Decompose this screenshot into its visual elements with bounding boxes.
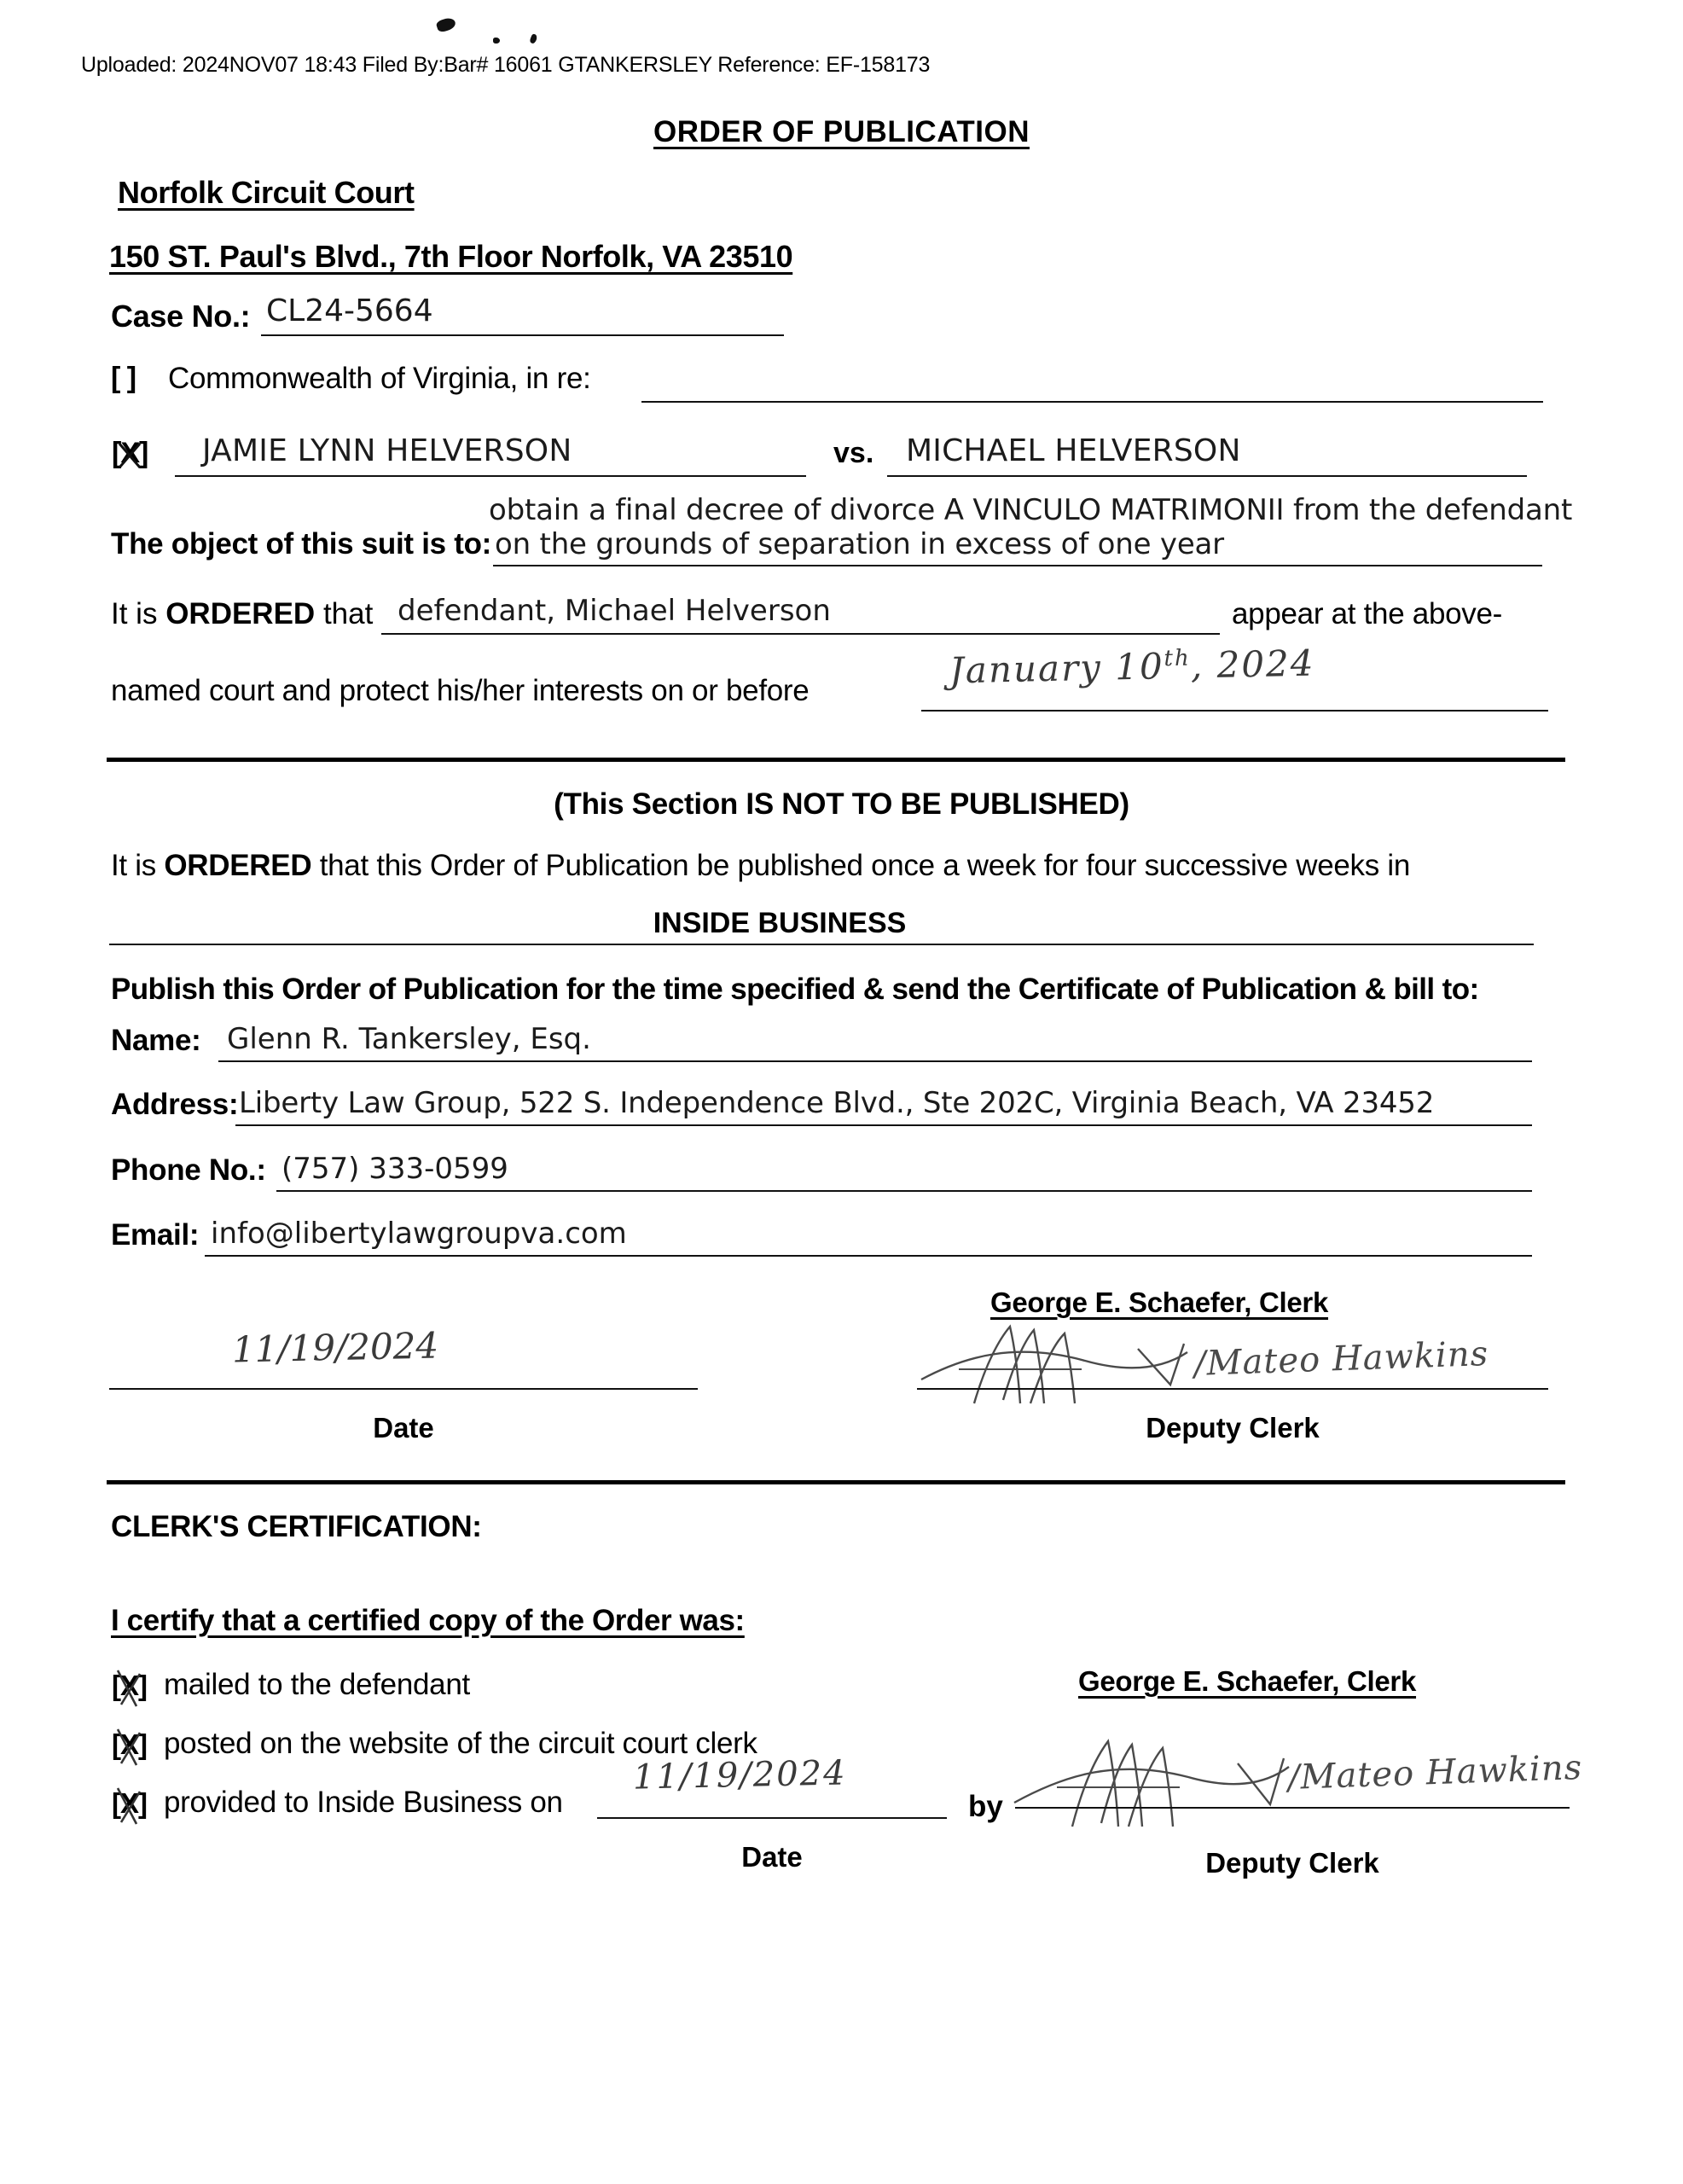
appear-date-rule — [921, 710, 1548, 712]
contact-address-rule — [235, 1124, 1532, 1126]
certification-certify-line: I certify that a certified copy of the Order was: — [111, 1604, 745, 1637]
publication-name-rule — [109, 944, 1534, 945]
contact-email-rule — [205, 1255, 1532, 1257]
scan-artifact-smudge-2 — [493, 38, 500, 44]
deputy-clerk-signature-rule — [917, 1388, 1548, 1390]
parties-checkbox-mark-icon — [109, 433, 150, 474]
plaintiff-name[interactable]: JAMIE LYNN HELVERSON — [202, 433, 572, 468]
certification-item-2-label: provided to Inside Business on — [164, 1786, 563, 1819]
deputy-clerk-label: Deputy Clerk — [1146, 1412, 1320, 1443]
object-line-1[interactable]: obtain a final decree of divorce A VINCULO MATRIMONII from the defendant — [489, 493, 1573, 527]
certification-by-label: by — [968, 1790, 1003, 1823]
ordered-prefix-text-1: It is — [111, 597, 166, 630]
contact-address-value[interactable]: Liberty Law Group, 522 S. Independence Blvd., Ste 202C, Virginia Beach, VA 23452 — [239, 1086, 1435, 1120]
section-divider-1 — [107, 758, 1565, 762]
commonwealth-label: Commonwealth of Virginia, in re: — [168, 362, 591, 395]
ordered-prefix-text-2: that — [315, 597, 374, 630]
commonwealth-rule — [641, 401, 1543, 403]
contact-phone-label: Phone No.: — [111, 1153, 266, 1187]
appear-date-month: January — [949, 646, 1103, 692]
contact-email-value[interactable]: info@libertylawgroupva.com — [211, 1217, 627, 1251]
ordered-prefix — [111, 597, 373, 631]
contact-phone-value[interactable]: (757) 333-0599 — [281, 1152, 508, 1186]
certification-deputy-signature-name: /Mateo Hawkins — [1287, 1747, 1583, 1798]
certification-clerk-name: George E. Schaefer, Clerk — [1078, 1665, 1417, 1697]
court-address: 150 ST. Paul's Blvd., 7th Floor Norfolk, VA 23510 — [109, 239, 793, 274]
certification-item-2-checkbox[interactable]: [X] — [112, 1787, 147, 1819]
ordered-keyword: ORDERED — [165, 597, 316, 630]
contact-phone-rule — [276, 1190, 1532, 1192]
published-order-keyword: ORDERED — [164, 849, 312, 882]
defendant-rule — [887, 475, 1527, 477]
commonwealth-checkbox[interactable]: [ ] — [111, 362, 136, 394]
plaintiff-rule — [175, 475, 806, 477]
publish-instructions: Publish this Order of Publication for the time specified & send the Certificate of Publication & bill to: — [111, 973, 1479, 1006]
appear-date-year: 2024 — [1216, 642, 1315, 686]
deputy-clerk-signature-name: /Mateo Hawkins — [1193, 1333, 1489, 1385]
certification-heading: CLERK'S CERTIFICATION: — [111, 1510, 482, 1543]
certification-item-1-checkmark-icon — [107, 1724, 152, 1769]
ordered-suffix: appear at the above- — [1232, 597, 1503, 630]
certification-item-0-checkmark-icon — [107, 1665, 152, 1710]
certification-item-0-label: mailed to the defendant — [164, 1668, 470, 1701]
certification-provided-date-handwritten[interactable]: 11/19/2024 — [632, 1753, 848, 1798]
signature-date-handwritten[interactable]: 11/19/2024 — [231, 1324, 439, 1371]
page-title: ORDER OF PUBLICATION — [653, 115, 1030, 148]
contact-email-label: Email: — [111, 1218, 200, 1252]
signature-date-label: Date — [373, 1412, 434, 1443]
scan-artifact-smudge-3 — [529, 33, 537, 44]
object-line-2[interactable]: on the grounds of separation in excess of one year — [495, 527, 1224, 561]
ordered-line2-prefix: named court and protect his/her interests on or before — [111, 674, 810, 707]
certification-item-1-checkbox[interactable]: [X] — [112, 1728, 147, 1760]
contact-name-value[interactable]: Glenn R. Tankersley, Esq. — [227, 1022, 591, 1056]
court-name: Norfolk Circuit Court — [118, 175, 415, 210]
certification-item-2-checkmark-icon — [107, 1783, 152, 1827]
published-order-text-1: It is — [111, 849, 165, 882]
appear-date-day: 10 — [1114, 645, 1165, 688]
section-divider-2 — [107, 1480, 1565, 1484]
ordered-party-value[interactable]: defendant, Michael Helverson — [398, 594, 831, 628]
certification-item-0-checkbox[interactable]: [X] — [112, 1670, 147, 1701]
object-rule — [493, 565, 1542, 566]
versus-label: vs. — [833, 437, 874, 469]
parties-checkbox[interactable]: [X] — [112, 437, 148, 469]
published-order-text-2: that this Order of Publication be published once a week for four successive weeks in — [311, 849, 1410, 882]
certification-item-1-label: posted on the website of the circuit court clerk — [164, 1727, 757, 1760]
publication-name[interactable]: INSIDE BUSINESS — [653, 907, 907, 939]
scan-artifact-smudge-1 — [435, 16, 456, 33]
appear-date-ordinal: th — [1164, 645, 1191, 672]
case-number-value[interactable]: CL24-5664 — [266, 293, 433, 328]
certification-deputy-label: Deputy Clerk — [1205, 1847, 1379, 1879]
contact-name-rule — [218, 1060, 1532, 1062]
certification-provided-date-rule — [597, 1817, 947, 1819]
certification-deputy-signature-rule — [1015, 1807, 1570, 1809]
signature-date-rule — [109, 1388, 698, 1390]
upload-stamp: Uploaded: 2024NOV07 18:43 Filed By:Bar# 16061 GTANKERSLEY Reference: EF-158173 — [81, 53, 931, 77]
published-order-line — [111, 849, 1410, 883]
case-number-label: Case No.: — [111, 299, 251, 334]
contact-name-label: Name: — [111, 1024, 201, 1057]
case-number-rule — [261, 334, 784, 336]
not-published-heading: (This Section IS NOT TO BE PUBLISHED) — [554, 787, 1129, 821]
object-label: The object of this suit is to: — [111, 527, 492, 561]
appear-date-handwritten[interactable]: January 10th, 2024 — [949, 642, 1315, 692]
clerk-name-primary: George E. Schaefer, Clerk — [990, 1287, 1329, 1318]
ordered-party-rule — [381, 633, 1220, 635]
defendant-name[interactable]: MICHAEL HELVERSON — [906, 433, 1241, 468]
contact-address-label: Address: — [111, 1088, 239, 1121]
certification-date-label: Date — [741, 1841, 803, 1873]
